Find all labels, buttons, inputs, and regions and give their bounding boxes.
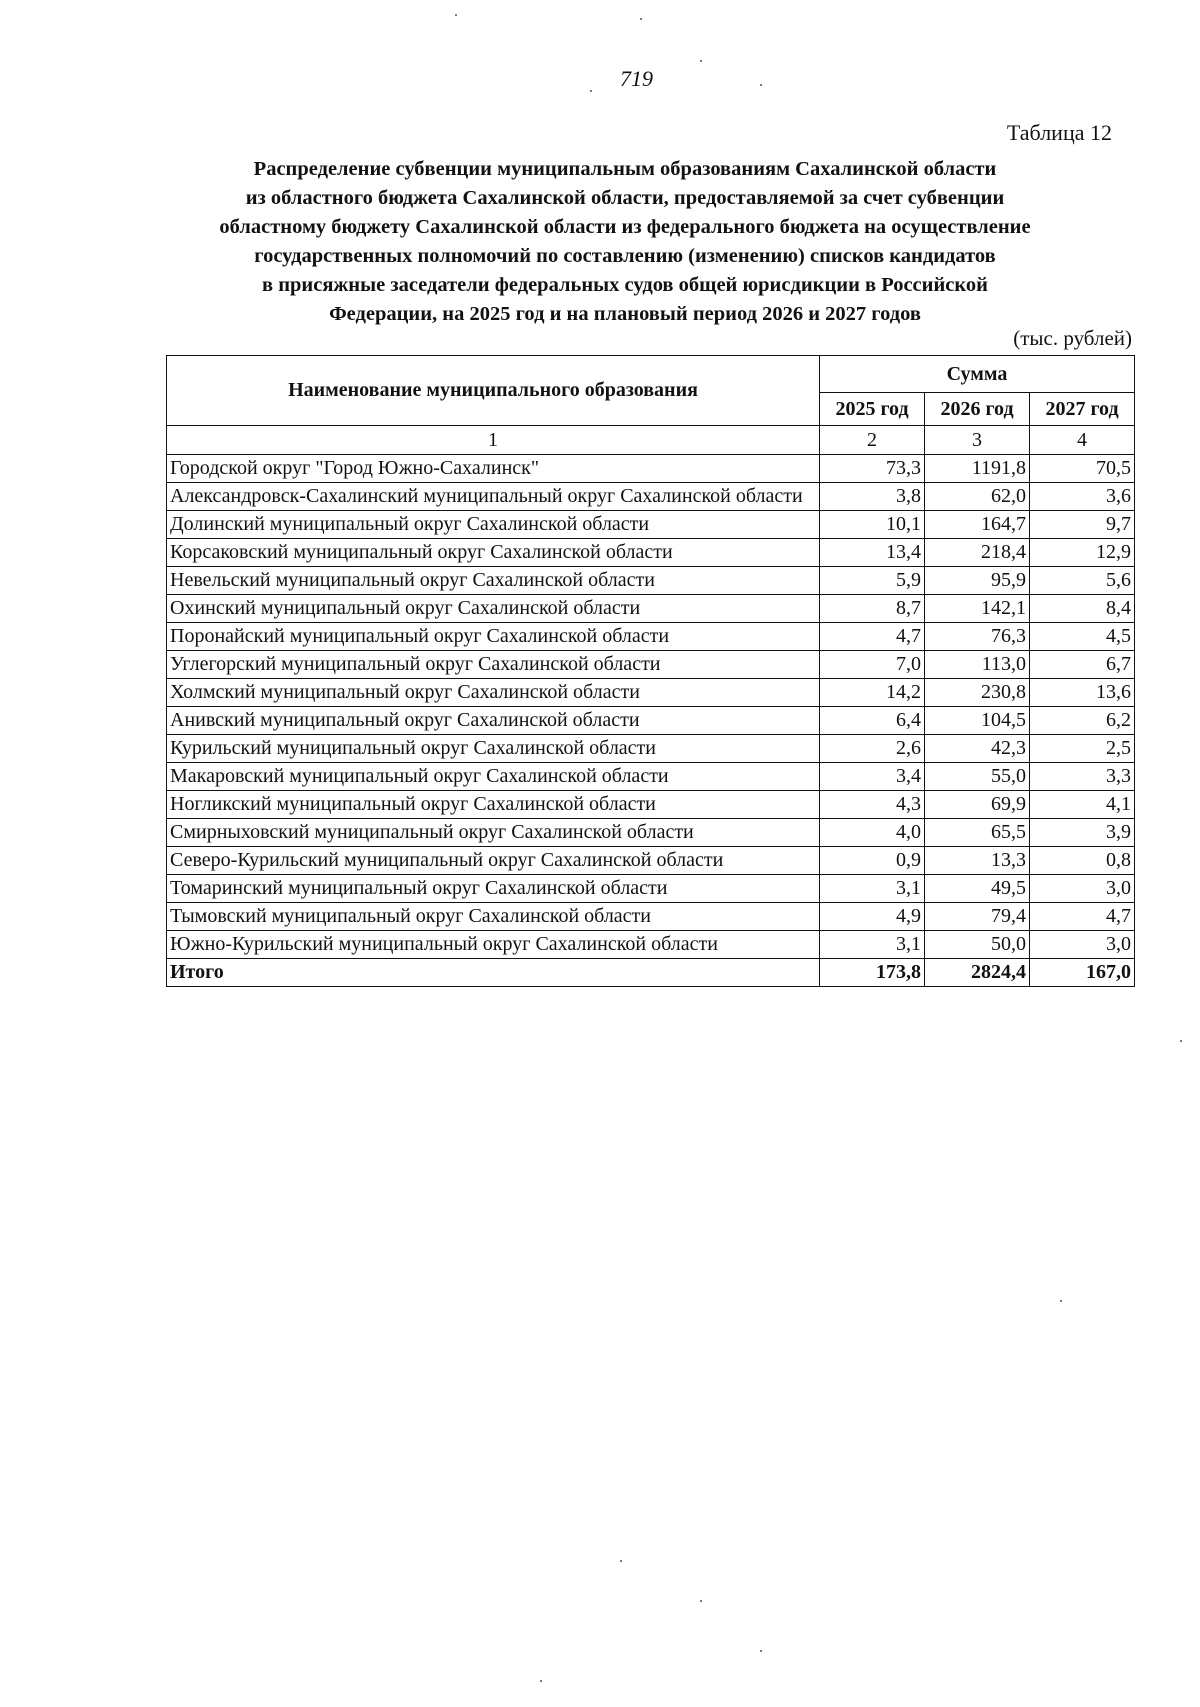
header-name: Наименование муниципального образования (167, 356, 820, 426)
table-row (167, 819, 1135, 847)
municipality-name: Северо-Курильский муниципальный округ Сахалинской области (167, 847, 820, 875)
value-2027: 0,8 (1030, 847, 1135, 875)
value-2026: 55,0 (925, 763, 1030, 791)
value-2027: 2,5 (1030, 735, 1135, 763)
header-year-2025: 2025 год (820, 393, 925, 426)
value-2025: 14,2 (820, 679, 925, 707)
page-number: 719 (620, 66, 653, 91)
scan-speck (540, 1680, 542, 1682)
scan-speck (640, 18, 642, 20)
value-2025: 3,4 (820, 763, 925, 791)
total-label: Итого (167, 959, 820, 987)
table-row (167, 623, 1135, 651)
table-row (167, 567, 1135, 595)
column-number: 1 (167, 426, 820, 455)
value-2025: 4,7 (820, 623, 925, 651)
table-label: Таблица 12 (1006, 120, 1112, 145)
scan-speck (700, 1600, 702, 1602)
municipality-name: Поронайский муниципальный округ Сахалинской области (167, 623, 820, 651)
scan-speck (1180, 1040, 1182, 1042)
scan-speck (590, 90, 592, 92)
municipality-name: Городской округ "Город Южно-Сахалинск" (167, 455, 820, 483)
document-title (150, 155, 1100, 329)
municipality-name: Южно-Курильский муниципальный округ Сахалинской области (167, 931, 820, 959)
table-row (167, 511, 1135, 539)
scan-speck (1060, 1300, 1062, 1302)
table-row (167, 455, 1135, 483)
value-2025: 4,3 (820, 791, 925, 819)
value-2025: 5,9 (820, 567, 925, 595)
total-row (167, 959, 1135, 987)
municipality-name: Углегорский муниципальный округ Сахалинской области (167, 651, 820, 679)
value-2026: 42,3 (925, 735, 1030, 763)
subvention-table (166, 355, 1135, 987)
value-2025: 73,3 (820, 455, 925, 483)
value-2027: 3,3 (1030, 763, 1135, 791)
value-2025: 3,1 (820, 931, 925, 959)
scan-speck (700, 60, 702, 62)
municipality-name: Корсаковский муниципальный округ Сахалинской области (167, 539, 820, 567)
scan-speck (760, 1650, 762, 1652)
table-row (167, 847, 1135, 875)
value-2026: 50,0 (925, 931, 1030, 959)
municipality-name: Невельский муниципальный округ Сахалинской области (167, 567, 820, 595)
municipality-name: Холмский муниципальный округ Сахалинской области (167, 679, 820, 707)
value-2026: 142,1 (925, 595, 1030, 623)
table-row (167, 707, 1135, 735)
header-year-2026: 2026 год (925, 393, 1030, 426)
table-row (167, 483, 1135, 511)
value-2027: 6,7 (1030, 651, 1135, 679)
municipality-name: Анивский муниципальный округ Сахалинской области (167, 707, 820, 735)
table-row (167, 539, 1135, 567)
title-line: из областного бюджета Сахалинской области, предоставляемой за счет субвенции (245, 187, 1005, 209)
table-body (167, 455, 1135, 959)
value-2026: 218,4 (925, 539, 1030, 567)
value-2026: 76,3 (925, 623, 1030, 651)
value-2025: 4,9 (820, 903, 925, 931)
value-2025: 6,4 (820, 707, 925, 735)
value-2026: 49,5 (925, 875, 1030, 903)
title-line: областному бюджету Сахалинской области из федерального бюджета на осуществление (219, 216, 1031, 238)
value-2027: 12,9 (1030, 539, 1135, 567)
value-2026: 65,5 (925, 819, 1030, 847)
value-2025: 3,8 (820, 483, 925, 511)
table-row (167, 735, 1135, 763)
value-2025: 2,6 (820, 735, 925, 763)
units-note: (тыс. рублей) (1013, 326, 1132, 350)
value-2025: 7,0 (820, 651, 925, 679)
value-2027: 8,4 (1030, 595, 1135, 623)
value-2027: 5,6 (1030, 567, 1135, 595)
table-row (167, 763, 1135, 791)
table-row (167, 595, 1135, 623)
municipality-name: Долинский муниципальный округ Сахалинской области (167, 511, 820, 539)
header-year-2027: 2027 год (1030, 393, 1135, 426)
header-sum: Сумма (820, 356, 1135, 393)
municipality-name: Макаровский муниципальный округ Сахалинской области (167, 763, 820, 791)
table-row (167, 791, 1135, 819)
value-2025: 0,9 (820, 847, 925, 875)
value-2026: 230,8 (925, 679, 1030, 707)
column-number: 4 (1030, 426, 1135, 455)
scan-speck (620, 1560, 622, 1562)
value-2026: 13,3 (925, 847, 1030, 875)
municipality-name: Томаринский муниципальный округ Сахалинской области (167, 875, 820, 903)
table-row (167, 903, 1135, 931)
title-line: государственных полномочий по составлению (изменению) списков кандидатов (254, 245, 996, 267)
value-2027: 3,9 (1030, 819, 1135, 847)
total-2026: 2824,4 (925, 959, 1030, 987)
value-2027: 4,5 (1030, 623, 1135, 651)
total-2025: 173,8 (820, 959, 925, 987)
scan-speck (760, 84, 762, 86)
scan-speck (455, 14, 457, 16)
column-number: 3 (925, 426, 1030, 455)
municipality-name: Александровск-Сахалинский муниципальный округ Сахалинской области (167, 483, 820, 511)
value-2027: 3,6 (1030, 483, 1135, 511)
municipality-name: Смирныховский муниципальный округ Сахалинской области (167, 819, 820, 847)
value-2025: 13,4 (820, 539, 925, 567)
value-2026: 113,0 (925, 651, 1030, 679)
value-2025: 10,1 (820, 511, 925, 539)
table-row (167, 651, 1135, 679)
value-2026: 164,7 (925, 511, 1030, 539)
value-2027: 9,7 (1030, 511, 1135, 539)
value-2026: 95,9 (925, 567, 1030, 595)
municipality-name: Курильский муниципальный округ Сахалинской области (167, 735, 820, 763)
value-2026: 69,9 (925, 791, 1030, 819)
value-2026: 104,5 (925, 707, 1030, 735)
municipality-name: Ногликский муниципальный округ Сахалинской области (167, 791, 820, 819)
title-line: Распределение субвенции муниципальным образованиям Сахалинской области (253, 158, 997, 180)
table-row (167, 875, 1135, 903)
title-line: в присяжные заседатели федеральных судов общей юрисдикции в Российской (262, 274, 988, 296)
value-2027: 3,0 (1030, 875, 1135, 903)
total-2027: 167,0 (1030, 959, 1135, 987)
municipality-name: Тымовский муниципальный округ Сахалинской области (167, 903, 820, 931)
column-number: 2 (820, 426, 925, 455)
value-2027: 13,6 (1030, 679, 1135, 707)
value-2026: 62,0 (925, 483, 1030, 511)
value-2027: 70,5 (1030, 455, 1135, 483)
value-2025: 4,0 (820, 819, 925, 847)
value-2027: 4,1 (1030, 791, 1135, 819)
table-row (167, 931, 1135, 959)
value-2027: 3,0 (1030, 931, 1135, 959)
value-2026: 1191,8 (925, 455, 1030, 483)
value-2026: 79,4 (925, 903, 1030, 931)
value-2027: 4,7 (1030, 903, 1135, 931)
title-line: Федерации, на 2025 год и на плановый период 2026 и 2027 годов (329, 303, 921, 325)
value-2025: 3,1 (820, 875, 925, 903)
value-2025: 8,7 (820, 595, 925, 623)
table-row (167, 679, 1135, 707)
value-2027: 6,2 (1030, 707, 1135, 735)
municipality-name: Охинский муниципальный округ Сахалинской области (167, 595, 820, 623)
